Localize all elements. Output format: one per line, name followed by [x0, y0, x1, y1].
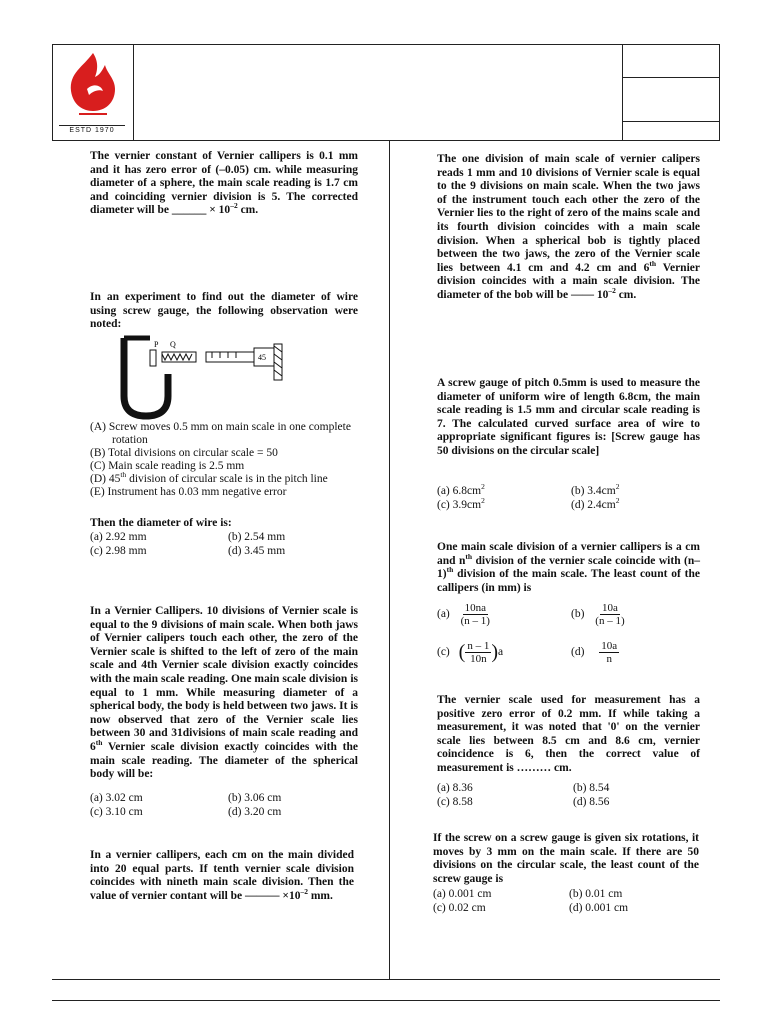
question-1-text: The vernier constant of Vernier callipers is 0.1 mm and it has zero error of (–0.05) cm. while measuring diameter of a sphere, the main scale reading is 1.7 cm and coinciding vernier division is 5. The corrected diameter will be: [90, 150, 358, 217]
question-9-options: [433, 888, 699, 915]
header-box-divider: [623, 121, 719, 122]
option-a[interactable]: (a) 2.92 mm: [90, 531, 147, 543]
statement-d-post: division of circular scale is in the pitch line: [126, 473, 328, 485]
option-b-sup: 2: [615, 482, 620, 492]
question-3-text-2: Vernier scale division exactly coincides with the main scale reading. The diameter of the spherical body will be:: [90, 740, 358, 781]
footer-rule: [52, 979, 720, 980]
question-7-text: One main scale division of a vernier callipers is a cm and n: [437, 541, 700, 567]
option-c[interactable]: (c) ( $\frac{n - 1}{10n}$ )a: [437, 640, 504, 665]
statement-a: (A) Screw moves 0.5 mm on main scale in one complete rotation: [90, 421, 351, 446]
figure-label-q: Q: [170, 340, 176, 349]
page-header: [52, 44, 720, 141]
option-a-denominator: (n – 1): [460, 615, 490, 627]
option-b[interactable]: [571, 482, 620, 499]
question-4-exponent: –2: [300, 886, 308, 896]
option-c-numerator: n – 1: [467, 640, 490, 652]
question-4: [90, 849, 354, 903]
flame-logo-icon: [53, 45, 133, 125]
question-1: [90, 150, 358, 218]
question-3-text: In a Vernier Callipers. 10 divisions of Vernier scale is equal to the 9 divisions of main scale. When both jaws of Vernier calipers touch each other, the zero of the Vernier scale is shifted to the left of zero of the main scale and 4th Vernier scale division exactly coincides with the main scale reading. One main scale division is equal to 1 mm. While measuring diameter of a spherical body, the body is held between two jaws. It is now observed that zero of the Vernier scale lies between 30 and 31divisions of main scale reading and 6: [90, 605, 358, 753]
question-8-text: The vernier scale used for measurement has a positive zero error of 0.2 mm. If while taking a measurement, it was noted that '0' on the vernier scale lies between 8.5 cm and 8.6 cm, vernier coincidence is 6, then the correct value of measurement is ……… cm.: [437, 694, 700, 774]
option-d-sup: 2: [615, 495, 620, 505]
logo-estd-text: ESTD 1970: [59, 125, 125, 136]
statement-d: [90, 470, 362, 486]
question-5-text-2: Vernier division coincides with a main scale division. The diameter of the bob will be —— 10: [437, 261, 700, 301]
column-divider: [389, 141, 390, 979]
question-5: [437, 153, 700, 303]
option-a[interactable]: [437, 602, 490, 627]
screw-gauge-figure: [116, 334, 296, 420]
option-b-text: (b) 3.4cm: [571, 485, 616, 497]
option-d[interactable]: (d) 3.45 mm: [228, 544, 286, 557]
header-box-divider: [623, 77, 719, 78]
option-d-text: (d) 2.4cm: [571, 498, 616, 511]
question-7-sup-1: th: [465, 551, 473, 561]
option-d[interactable]: (d) 0.001 cm: [569, 901, 629, 914]
question-5-sup: th: [649, 258, 657, 268]
option-c-sup: 2: [481, 495, 485, 505]
figure-label-p: P: [154, 340, 159, 349]
question-2-options: [90, 531, 360, 558]
question-4-blank: ——— ×10: [242, 889, 301, 902]
option-b[interactable]: [571, 602, 625, 627]
question-2-statements: [90, 421, 362, 499]
question-5-exponent: –2: [608, 286, 616, 296]
option-b[interactable]: (b) 3.06 cm: [228, 792, 282, 804]
option-c[interactable]: (c) 0.02 cm: [433, 901, 486, 914]
question-2-then: Then the diameter of wire is:: [90, 517, 232, 529]
option-a-numerator: 10na: [464, 602, 486, 614]
option-a[interactable]: (a) 0.001 cm: [433, 888, 492, 900]
option-d-label: (d): [571, 646, 585, 659]
option-c-tail: a: [497, 646, 504, 659]
option-d-denominator: n: [606, 653, 612, 665]
statement-d-pre: (D) 45: [90, 473, 121, 485]
question-4-text: In a vernier callipers, each cm on the main divided into 20 equal parts. If tenth vernier scale division coincides with nineth main scale division. Then the value of vernier contant will be: [90, 849, 354, 902]
question-2-text: In an experiment to find out the diameter of wire using screw gauge, the following observation were noted:: [90, 291, 358, 331]
option-a-text: (a) 6.8cm: [437, 485, 482, 497]
option-b-numerator: 10a: [602, 602, 618, 614]
statement-b: (B) Total divisions on circular scale = 50: [90, 447, 278, 459]
option-c[interactable]: [437, 495, 571, 513]
footer-rule-2: [52, 1000, 720, 1001]
question-3-sup: th: [95, 738, 103, 748]
option-d[interactable]: (d) 3.20 cm: [228, 805, 282, 818]
question-1-unit: cm.: [237, 204, 259, 217]
option-c[interactable]: (c) 8.58: [437, 795, 473, 808]
question-1-blank: ______ × 10: [171, 204, 231, 217]
option-c-text: (c) 3.9cm: [437, 498, 482, 511]
question-7: [437, 541, 700, 595]
option-a[interactable]: (a) 3.02 cm: [90, 792, 143, 804]
statement-d-sup: th: [120, 470, 127, 480]
option-d[interactable]: [571, 495, 620, 513]
option-c-label: (c): [437, 646, 450, 659]
question-5-text: The one division of main scale of vernier calipers reads 1 mm and 10 divisions of Vernier scale is equal to the 9 divisions on main scale. When the two jaws of the instrument touch each other the zero of the Vernier lies to the right of zero of the mains scale and its fourth division coincides with a main scale division. When a spherical bob is tightly placed between the two jaws, the zero of the Vernier scale lies between 4.1 cm and 4.2 cm and 6: [437, 153, 700, 274]
question-8-options: [437, 782, 702, 809]
question-6-text: A screw gauge of pitch 0.5mm is used to measure the diameter of uniform wire of length 6.8cm, the main scale reading is 1.5 mm and circular scale reading is 7. The calculated curved surface area of wire to appropriate significant figures is: [Screw gauge has 50 divisions on the circular scale]: [437, 377, 700, 457]
statement-c: (C) Main scale reading is 2.5 mm: [90, 460, 245, 472]
question-1-exponent: –2: [230, 201, 238, 211]
option-b[interactable]: (b) 2.54 mm: [228, 531, 286, 543]
header-right-box: [622, 45, 719, 140]
question-7-sup-2: th: [446, 565, 454, 575]
question-7-text-3: division of the main scale. The least count of the callipers (in mm) is: [437, 568, 700, 594]
question-7-text-2: division of the vernier scale coincide with (n–1): [437, 554, 701, 581]
question-4-unit: mm.: [307, 889, 333, 902]
option-d-numerator: 10a: [601, 640, 618, 652]
option-a-label: (a): [437, 608, 450, 621]
question-9-text: If the screw on a screw gauge is given six rotations, it moves by 3 mm on the main scale. If there are 50 divisions on the circular scale, the least count of the screw gauge is: [433, 832, 699, 885]
option-d[interactable]: (d) 8.56: [573, 795, 610, 808]
option-a-sup: 2: [481, 482, 485, 492]
institute-logo: [53, 45, 134, 140]
figure-label-45: 45: [258, 353, 266, 362]
option-b[interactable]: (b) 8.54: [573, 782, 610, 794]
question-3: [90, 605, 358, 782]
option-c[interactable]: (c) 2.98 mm: [90, 544, 147, 557]
question-6-options: [437, 482, 702, 512]
option-d[interactable]: [571, 640, 619, 665]
option-b-denominator: (n – 1): [595, 615, 625, 627]
option-b[interactable]: (b) 0.01 cm: [569, 888, 623, 900]
option-c-denominator: 10n: [470, 653, 487, 665]
option-b-label: (b): [571, 608, 585, 621]
statement-e: (E) Instrument has 0.03 mm negative error: [90, 486, 287, 498]
option-c[interactable]: (c) 3.10 cm: [90, 805, 143, 818]
option-a[interactable]: (a) 8.36: [437, 782, 473, 794]
option-a[interactable]: [437, 482, 571, 499]
question-3-options: [90, 792, 360, 819]
question-5-unit: cm.: [615, 288, 637, 301]
